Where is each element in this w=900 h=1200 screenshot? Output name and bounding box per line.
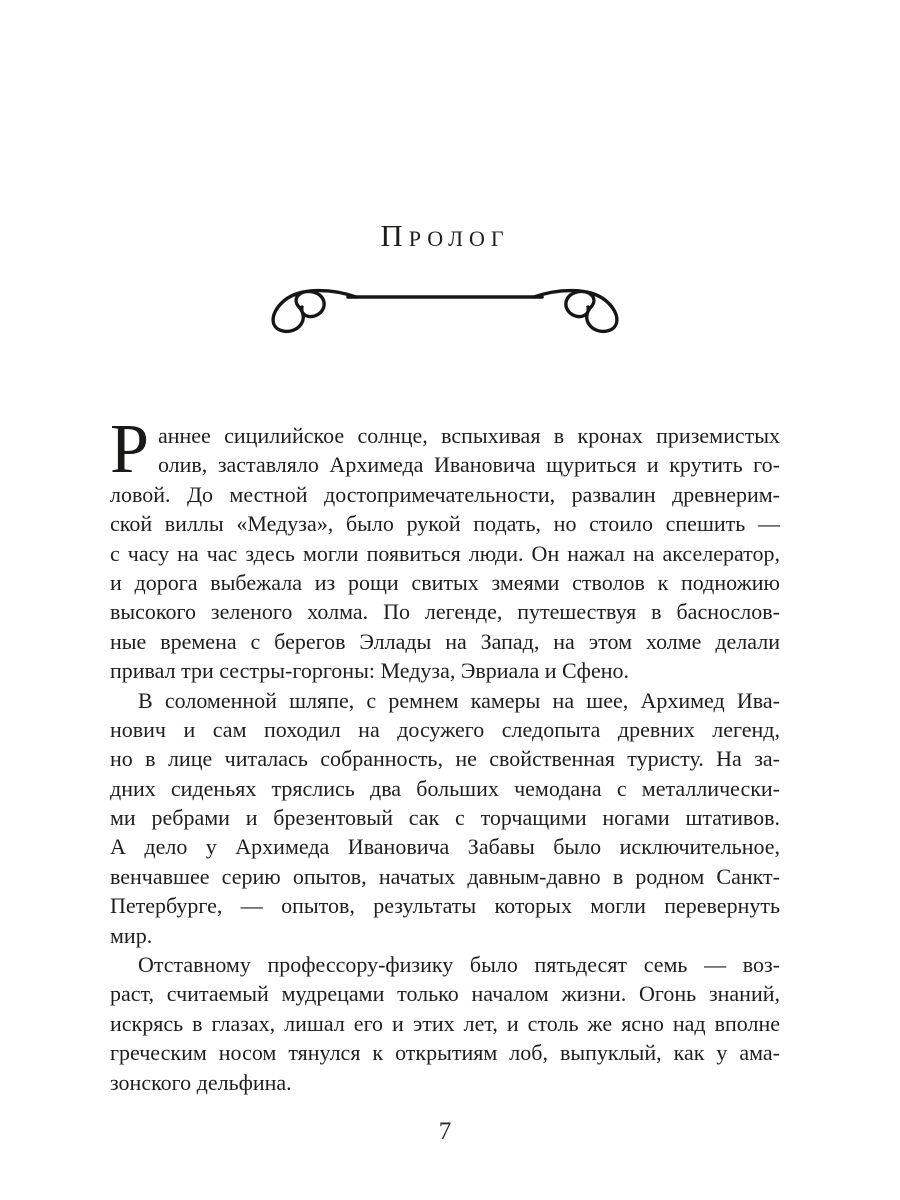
- text-line: раст, считаемый мудрецами только началом жизни. Огонь знаний,: [110, 981, 780, 1007]
- calligraphic-divider-icon: [264, 286, 626, 334]
- text-line: аннее сицилийское солнце, вспыхивая в кронах приземистых: [157, 423, 780, 448]
- text-line: Петербурге, — опытов, результаты которых могли перевернуть: [110, 893, 780, 919]
- text-line: с часу на час здесь могли появиться люди. Он нажал на акселератор,: [110, 540, 780, 566]
- drop-cap: Р: [110, 411, 149, 488]
- text-line: В соломенной шляпе, с ремнем камеры на шее, Архимед Ива-: [138, 687, 780, 713]
- paragraph: [110, 950, 780, 1097]
- text-line: нович и сам походил на досужего следопыта древних легенд,: [110, 716, 780, 742]
- chapter-title: [110, 220, 780, 258]
- chapter-title-rest: РОЛОГ: [408, 226, 510, 251]
- text-line: ные времена с берегов Эллады на Запад, на этом холме делали: [110, 628, 780, 654]
- text-line: греческим носом тянулся к открытиям лоб, выпуклый, как у ама-: [110, 1040, 780, 1066]
- text-line: и дорога выбежала из рощи свитых змеями стволов к подножию: [110, 569, 780, 595]
- text-line: венчавшее серию опытов, начатых давным-давно в родном Санкт-: [110, 863, 780, 889]
- paragraph: [110, 686, 780, 951]
- text-line: ской виллы «Медуза», было рукой подать, но стоило спешить —: [110, 511, 780, 537]
- text-line: ми ребрами и брезентовый сак с торчащими ногами штативов.: [110, 805, 780, 831]
- text-line: зонского дельфина.: [110, 1069, 292, 1095]
- text-line: высокого зеленого холма. По легенде, путешествуя в баснослов-: [110, 599, 780, 625]
- text-line: но в лице читалась собранность, не свойственная туристу. На за-: [110, 746, 780, 772]
- text-line: А дело у Архимеда Ивановича Забавы было исключительное,: [110, 834, 780, 860]
- text-column: [110, 0, 780, 1200]
- text-line: искрясь в глазах, лишал его и этих лет, и столь же ясно над вполне: [110, 1010, 780, 1036]
- text-line: Отставному профессору-физику было пятьдесят семь — воз-: [138, 952, 780, 978]
- text-line: дних сиденьях тряслись два больших чемодана с металлически-: [110, 775, 780, 801]
- page-number: 7: [438, 1118, 452, 1145]
- text-line: мир.: [110, 922, 153, 948]
- text-line: ловой. До местной достопримечательности, развалин древнерим-: [110, 481, 780, 507]
- paragraph: [110, 411, 780, 686]
- text-line: олив, заставляло Архимеда Ивановича щуриться и крутить го-: [157, 452, 780, 478]
- text-line: привал три сестры-горгоны: Медуза, Эвриала и Сфено.: [110, 658, 629, 684]
- divider-ornament: [110, 286, 780, 336]
- chapter-title-initial: П: [380, 218, 409, 253]
- body-text: [110, 411, 780, 1097]
